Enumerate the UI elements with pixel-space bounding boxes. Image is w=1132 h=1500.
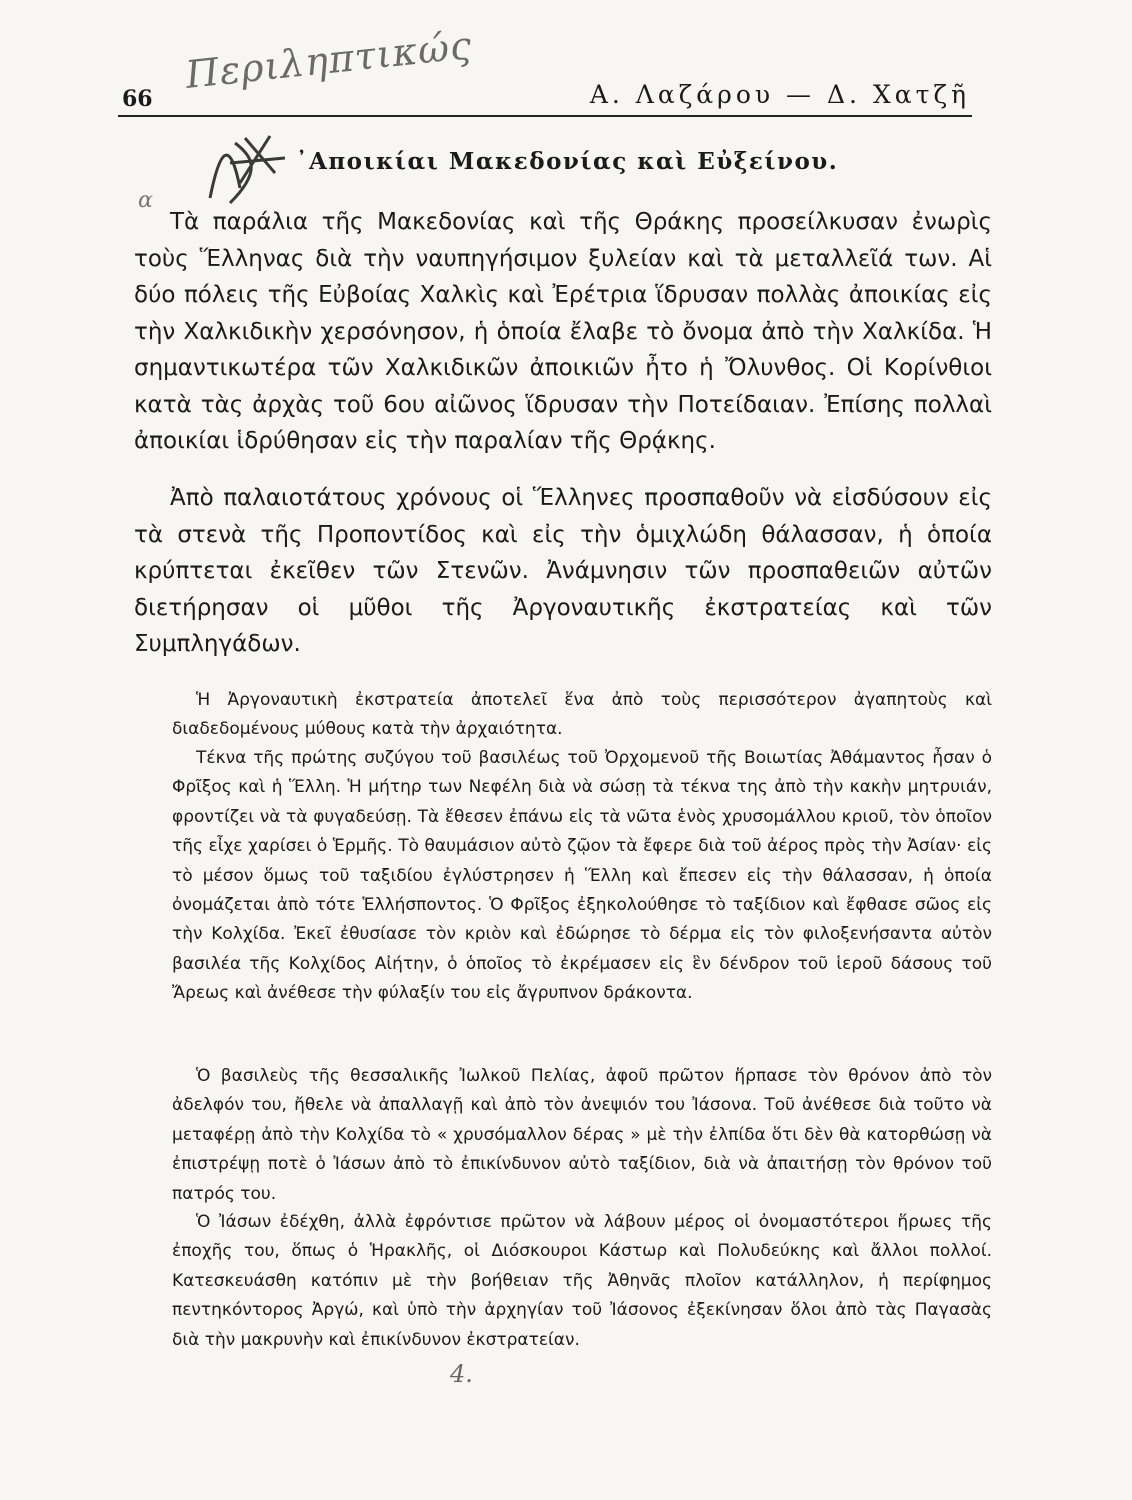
paragraph-text: Ὁ βασιλεὺς τῆς θεσσαλικῆς Ἰωλκοῦ Πελίας, ἀφοῦ πρῶτον ἥρπασε τὸν θρόνον ἀπὸ τὸν ἀδελφόν του, ἤθελε νὰ ἀπαλλαγῇ καὶ ἀπὸ τὸν ἀνεψιόν του Ἰάσονα. Τοῦ ἀνέθεσε διὰ τοῦτο νὰ μεταφέρῃ ἀπὸ τὴν Κολχίδα τὸ « χρυσόμαλλον δέρας » μὲ τὴν ἐλπίδα ὅτι δὲν θὰ κατορθώσῃ νὰ ἐπιστρέψῃ ποτὲ ὁ Ἰάσων ἀπὸ τὸ ἐπικίνδυνον αὐτὸ ταξίδιον, διὰ νὰ ἀπαιτήσῃ τὸν θρόνον τοῦ πατρός του.: [172, 1066, 992, 1204]
body-paragraph-1: [134, 204, 992, 460]
note-paragraph-4: [172, 1208, 992, 1355]
body-paragraph-2: [134, 480, 992, 663]
paragraph-text: Ὁ Ἰάσων ἐδέχθη, ἀλλὰ ἐφρόντισε πρῶτον νὰ λάβουν μέρος οἱ ὀνομαστότεροι ἥρωες τῆς ἐποχῆς του, ὅπως ὁ Ἡρακλῆς, οἱ Διόσκουροι Κάστωρ καὶ Πολυδεύκης καὶ ἄλλοι πολλοί. Κατεσκευάσθη κατόπιν μὲ τὴν βοήθειαν τῆς Ἀθηνᾶς πλοῖον κατάλληλον, ἡ περίφημος πεντηκόντορος Ἀργώ, καὶ ὑπὸ τὴν ἀρχηγίαν τοῦ Ἰάσονος ἐξεκίνησαν ὅλοι ἀπὸ τὰς Παγασὰς διὰ τὴν μακρυνὴν καὶ ἐπικίνδυνον ἐκστρατείαν.: [172, 1212, 992, 1350]
note-paragraph-2: [172, 744, 992, 1009]
paragraph-text: Τέκνα τῆς πρώτης συζύγου τοῦ βασιλέως τοῦ Ὀρχομενοῦ τῆς Βοιωτίας Ἀθάμαντος ἦσαν ὁ Φρῖξος καὶ ἡ Ἕλλη. Ἡ μήτηρ των Νεφέλη διὰ νὰ σώσῃ τὰ τέκνα της ἀπὸ τὴν κακὴν μητρυιάν, φροντίζει νὰ τὰ φυγαδεύσῃ. Τὰ ἔθεσεν ἐπάνω εἰς τὰ νῶτα ἑνὸς χρυσομάλλου κριοῦ, τὸν ὁποῖον τῆς εἶχε χαρίσει ὁ Ἑρμῆς. Τὸ θαυμάσιον αὐτὸ ζῷον τὰ ἔφερε διὰ τοῦ ἀέρος πρὸς τὴν Ἀσίαν· εἰς τὸ μέσον ὅμως τοῦ ταξιδίου ἐγλύστρησεν ἡ Ἕλλη καὶ ἔπεσεν εἰς τὴν θάλασσαν, ἡ ὁποία ὀνομάζεται ἀπὸ τότε Ἑλλήσποντος. Ὁ Φρῖξος ἐξηκολούθησε τὸ ταξίδιον καὶ ἔφθασε σῶος εἰς τὴν Κολχίδα. Ἐκεῖ ἐθυσίασε τὸν κριὸν καὶ ἐδώρησε τὸ δέρμα εἰς τὸν φιλοξενήσαντα αὐτὸν βασιλέα τῆς Κολχίδος Αἰήτην, ὁ ὁποῖος τὸ ἐκρέμασεν εἰς ἓν δένδρον τοῦ ἱεροῦ δάσους τοῦ Ἄρεως καὶ ἀνέθεσε τὴν φύλαξίν του εἰς ἄγρυπνον δράκοντα.: [172, 748, 992, 1004]
section-title: ᾽Αποικίαι Μακεδονίας καὶ Εὐξείνου.: [296, 148, 839, 175]
end-mark: 4.: [450, 1360, 473, 1388]
header-rule: [118, 115, 972, 117]
note-paragraph-1: [172, 686, 992, 745]
note-paragraph-3: [172, 1062, 992, 1209]
pencil-scribble-icon: [200, 128, 290, 208]
margin-mark: α: [138, 188, 153, 213]
paragraph-text: Ἡ Ἀργοναυτικὴ ἐκστρατεία ἀποτελεῖ ἕνα ἀπὸ τοὺς περισσότερον ἀγαπητοὺς καὶ διαδεδομένους μύθους κατὰ τὴν ἀρχαιότητα.: [172, 690, 992, 740]
running-head: Α. Λαζάρου — Δ. Χατζῆ: [589, 80, 970, 109]
handwritten-note: Περιληπτικώς: [183, 23, 475, 97]
paragraph-text: Ἀπὸ παλαιοτάτους χρόνους οἱ Ἕλληνες προσπαθοῦν νὰ εἰσδύσουν εἰς τὰ στενὰ τῆς Προποντίδος καὶ εἰς τὴν ὁμιχλώδη θάλασσαν, ἡ ὁποία κρύπτεται ἐκεῖθεν τῶν Στενῶν. Ἀνάμνησιν τῶν προσπαθειῶν αὐτῶν διετήρησαν οἱ μῦθοι τῆς Ἀργοναυτικῆς ἐκστρατείας καὶ τῶν Συμπληγάδων.: [134, 485, 992, 657]
paragraph-text: Τὰ παράλια τῆς Μακεδονίας καὶ τῆς Θράκης προσείλκυσαν ἐνωρὶς τοὺς Ἕλληνας διὰ τὴν ναυπηγήσιμον ξυλείαν καὶ τὰ μεταλλεῖά των. Αἱ δύο πόλεις τῆς Εὐβοίας Χαλκὶς καὶ Ἐρέτρια ἵδρυσαν πολλὰς ἀποικίας εἰς τὴν Χαλκιδικὴν χερσόνησον, ἡ ὁποία ἔλαβε τὸ ὄνομα ἀπὸ τὴν Χαλκίδα. Ἡ σημαντικωτέρα τῶν Χαλκιδικῶν ἀποικιῶν ἦτο ἡ Ὄλυνθος. Οἱ Κορίνθιοι κατὰ τὰς ἀρχὰς τοῦ 6ου αἰῶνος ἵδρυσαν τὴν Ποτείδαιαν. Ἐπίσης πολλαὶ ἀποικίαι ἱδρύθησαν εἰς τὴν παραλίαν τῆς Θρᾴκης.: [134, 209, 992, 454]
page-number: 66: [122, 86, 153, 112]
